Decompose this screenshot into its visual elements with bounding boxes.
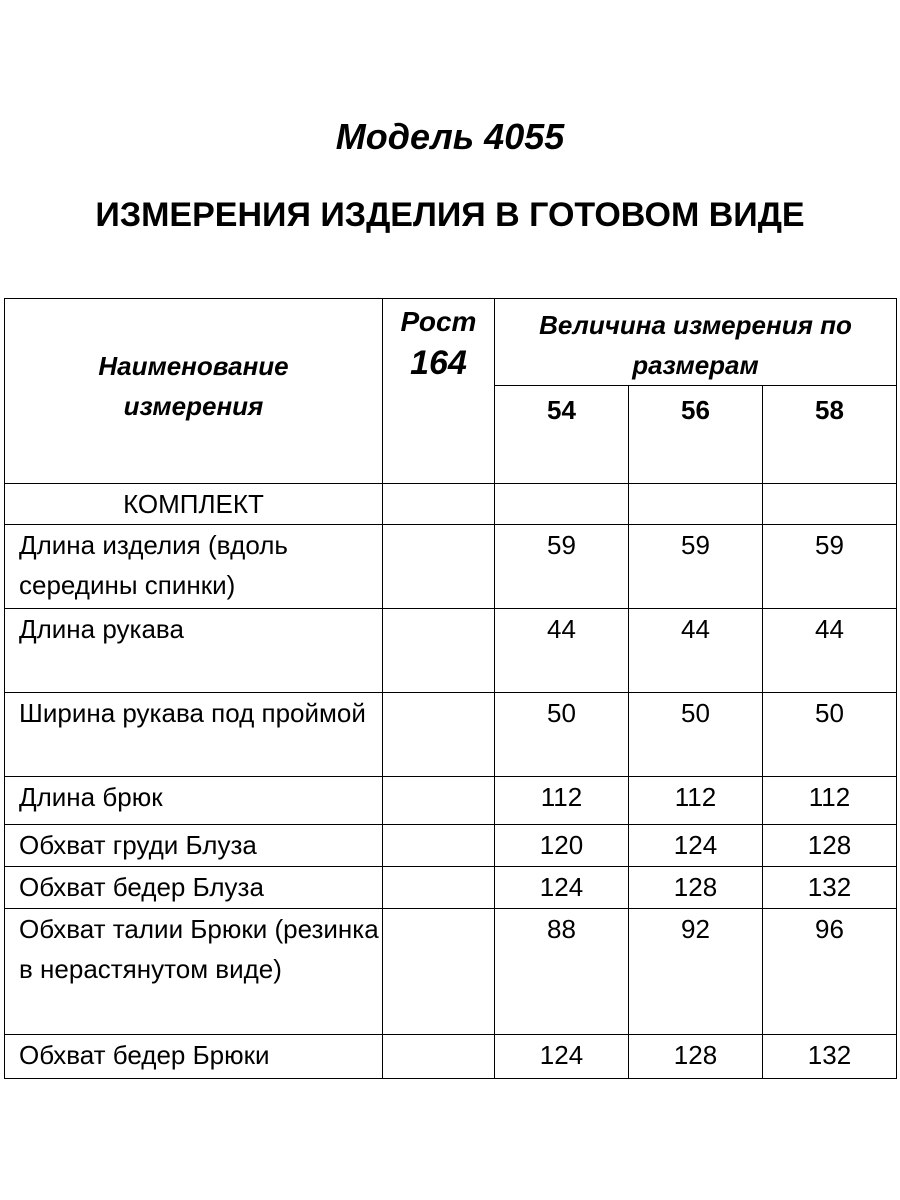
value-size-56: 59 — [629, 525, 763, 609]
header-rost — [383, 299, 495, 484]
value-size-56: 50 — [629, 693, 763, 777]
measurement-name: Длина рукава — [5, 609, 383, 693]
rost-cell — [383, 777, 495, 825]
size-56-header: 56 — [629, 386, 763, 484]
value-size-56: 92 — [629, 909, 763, 1035]
measurement-name: Обхват бедер Брюки — [5, 1035, 383, 1079]
size-58-header: 58 — [763, 386, 897, 484]
header-measurement-name — [5, 299, 383, 484]
empty-cell — [383, 484, 495, 525]
header-measurement-name-text: Наименование измерения — [98, 351, 289, 421]
measurement-name: Длина изделия (вдоль середины спинки) — [5, 525, 383, 609]
value-size-58: 112 — [763, 777, 897, 825]
table-header-row — [5, 299, 897, 386]
sizes-caption-text: Величина измерения по размерам — [539, 310, 852, 380]
table-row — [5, 609, 897, 693]
table-row — [5, 693, 897, 777]
rost-cell — [383, 609, 495, 693]
value-size-54: 120 — [495, 825, 629, 867]
table-row — [5, 777, 897, 825]
table-row — [5, 867, 897, 909]
value-size-54: 59 — [495, 525, 629, 609]
rost-cell — [383, 693, 495, 777]
value-size-56: 128 — [629, 867, 763, 909]
value-size-58: 50 — [763, 693, 897, 777]
measurement-name: Обхват груди Блуза — [5, 825, 383, 867]
value-size-58: 59 — [763, 525, 897, 609]
value-size-56: 44 — [629, 609, 763, 693]
rost-cell — [383, 867, 495, 909]
rost-cell — [383, 525, 495, 609]
empty-cell — [495, 484, 629, 525]
value-size-58: 132 — [763, 1035, 897, 1079]
table-row — [5, 825, 897, 867]
value-size-58: 44 — [763, 609, 897, 693]
empty-cell — [629, 484, 763, 525]
measurement-name: Обхват талии Брюки (резинка в нерастянутом виде) — [5, 909, 383, 1035]
table-row — [5, 525, 897, 609]
measurement-name: Обхват бедер Блуза — [5, 867, 383, 909]
measurement-name: Ширина рукава под проймой — [5, 693, 383, 777]
table-row — [5, 909, 897, 1035]
measurements-table — [4, 298, 897, 1079]
rost-value: 164 — [410, 344, 467, 382]
section-label: КОМПЛЕКТ — [5, 484, 383, 525]
page-heading: ИЗМЕРЕНИЯ ИЗДЕЛИЯ В ГОТОВОМ ВИДЕ — [95, 196, 805, 234]
value-size-58: 132 — [763, 867, 897, 909]
value-size-56: 112 — [629, 777, 763, 825]
value-size-54: 88 — [495, 909, 629, 1035]
header-sizes-caption — [495, 299, 897, 386]
measurement-name: Длина брюк — [5, 777, 383, 825]
rost-label: Рост — [400, 306, 477, 337]
model-title: Модель 4055 — [335, 116, 565, 157]
rost-cell — [383, 1035, 495, 1079]
value-size-54: 124 — [495, 867, 629, 909]
value-size-56: 128 — [629, 1035, 763, 1079]
value-size-58: 96 — [763, 909, 897, 1035]
value-size-54: 44 — [495, 609, 629, 693]
value-size-54: 112 — [495, 777, 629, 825]
section-row — [5, 484, 897, 525]
size-54-header: 54 — [495, 386, 629, 484]
value-size-54: 124 — [495, 1035, 629, 1079]
rost-cell — [383, 825, 495, 867]
rost-cell — [383, 909, 495, 1035]
value-size-54: 50 — [495, 693, 629, 777]
value-size-56: 124 — [629, 825, 763, 867]
value-size-58: 128 — [763, 825, 897, 867]
empty-cell — [763, 484, 897, 525]
table-row — [5, 1035, 897, 1079]
